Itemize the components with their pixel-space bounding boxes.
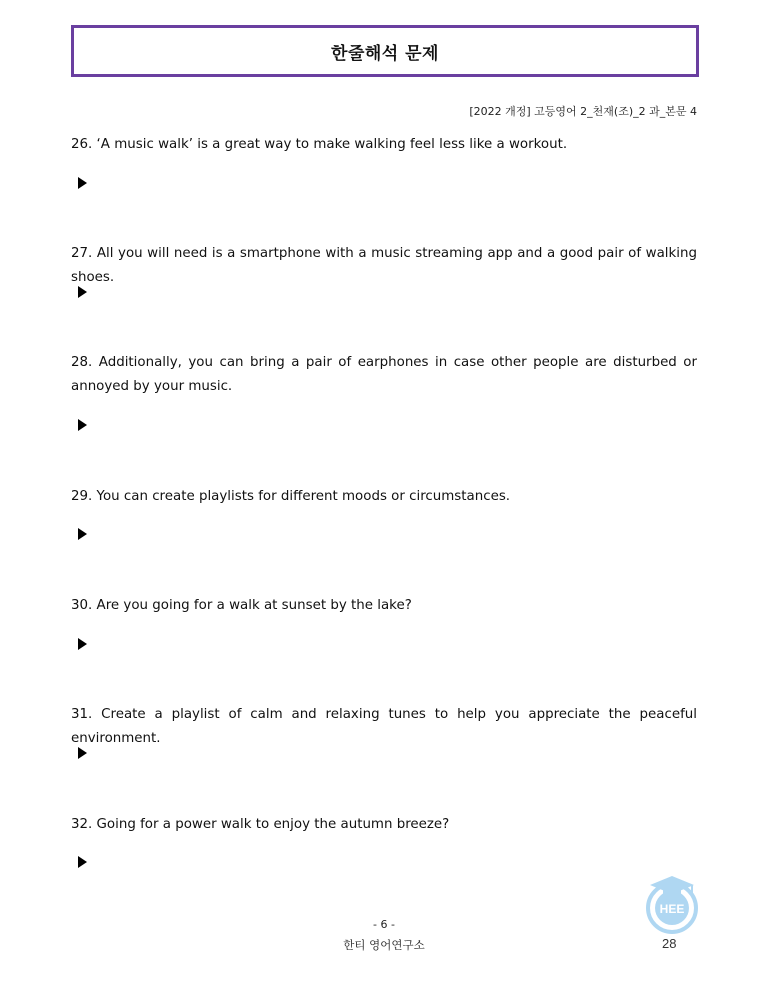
footer-organization: 한티 영어연구소 [343, 938, 425, 952]
logo-text: HEE [659, 902, 685, 916]
page-count: 28 [662, 936, 677, 951]
answer-arrow-icon [78, 528, 87, 540]
question-26: 26. ‘A music walk’ is a great way to make walking feel less like a workout. [71, 137, 568, 152]
answer-arrow-icon [78, 177, 87, 189]
page-title: 한줄해석 문제 [331, 43, 439, 64]
question-28: 28. Additionally, you can bring a pair of earphones in case other people are disturbed or annoyed by your music. [71, 355, 697, 394]
question-31: 31. Create a playlist of calm and relaxing tunes to help you appreciate the peaceful environment. [71, 707, 697, 746]
document-subtitle: [2022 개정] 고등영어 2_천재(조)_2 과_본문 4 [469, 105, 697, 118]
question-32: 32. Going for a power walk to enjoy the autumn breeze? [71, 817, 450, 832]
answer-arrow-icon [78, 419, 87, 431]
hee-logo [636, 870, 708, 942]
answer-arrow-icon [78, 638, 87, 650]
question-30: 30. Are you going for a walk at sunset by the lake? [71, 598, 412, 613]
question-27: 27. All you will need is a smartphone with a music streaming app and a good pair of walking shoes. [71, 246, 697, 285]
title-box [71, 25, 699, 77]
page-number: - 6 - [373, 918, 395, 931]
answer-arrow-icon [78, 286, 87, 298]
answer-arrow-icon [78, 747, 87, 759]
question-29: 29. You can create playlists for different moods or circumstances. [71, 489, 511, 504]
answer-arrow-icon [78, 856, 87, 868]
